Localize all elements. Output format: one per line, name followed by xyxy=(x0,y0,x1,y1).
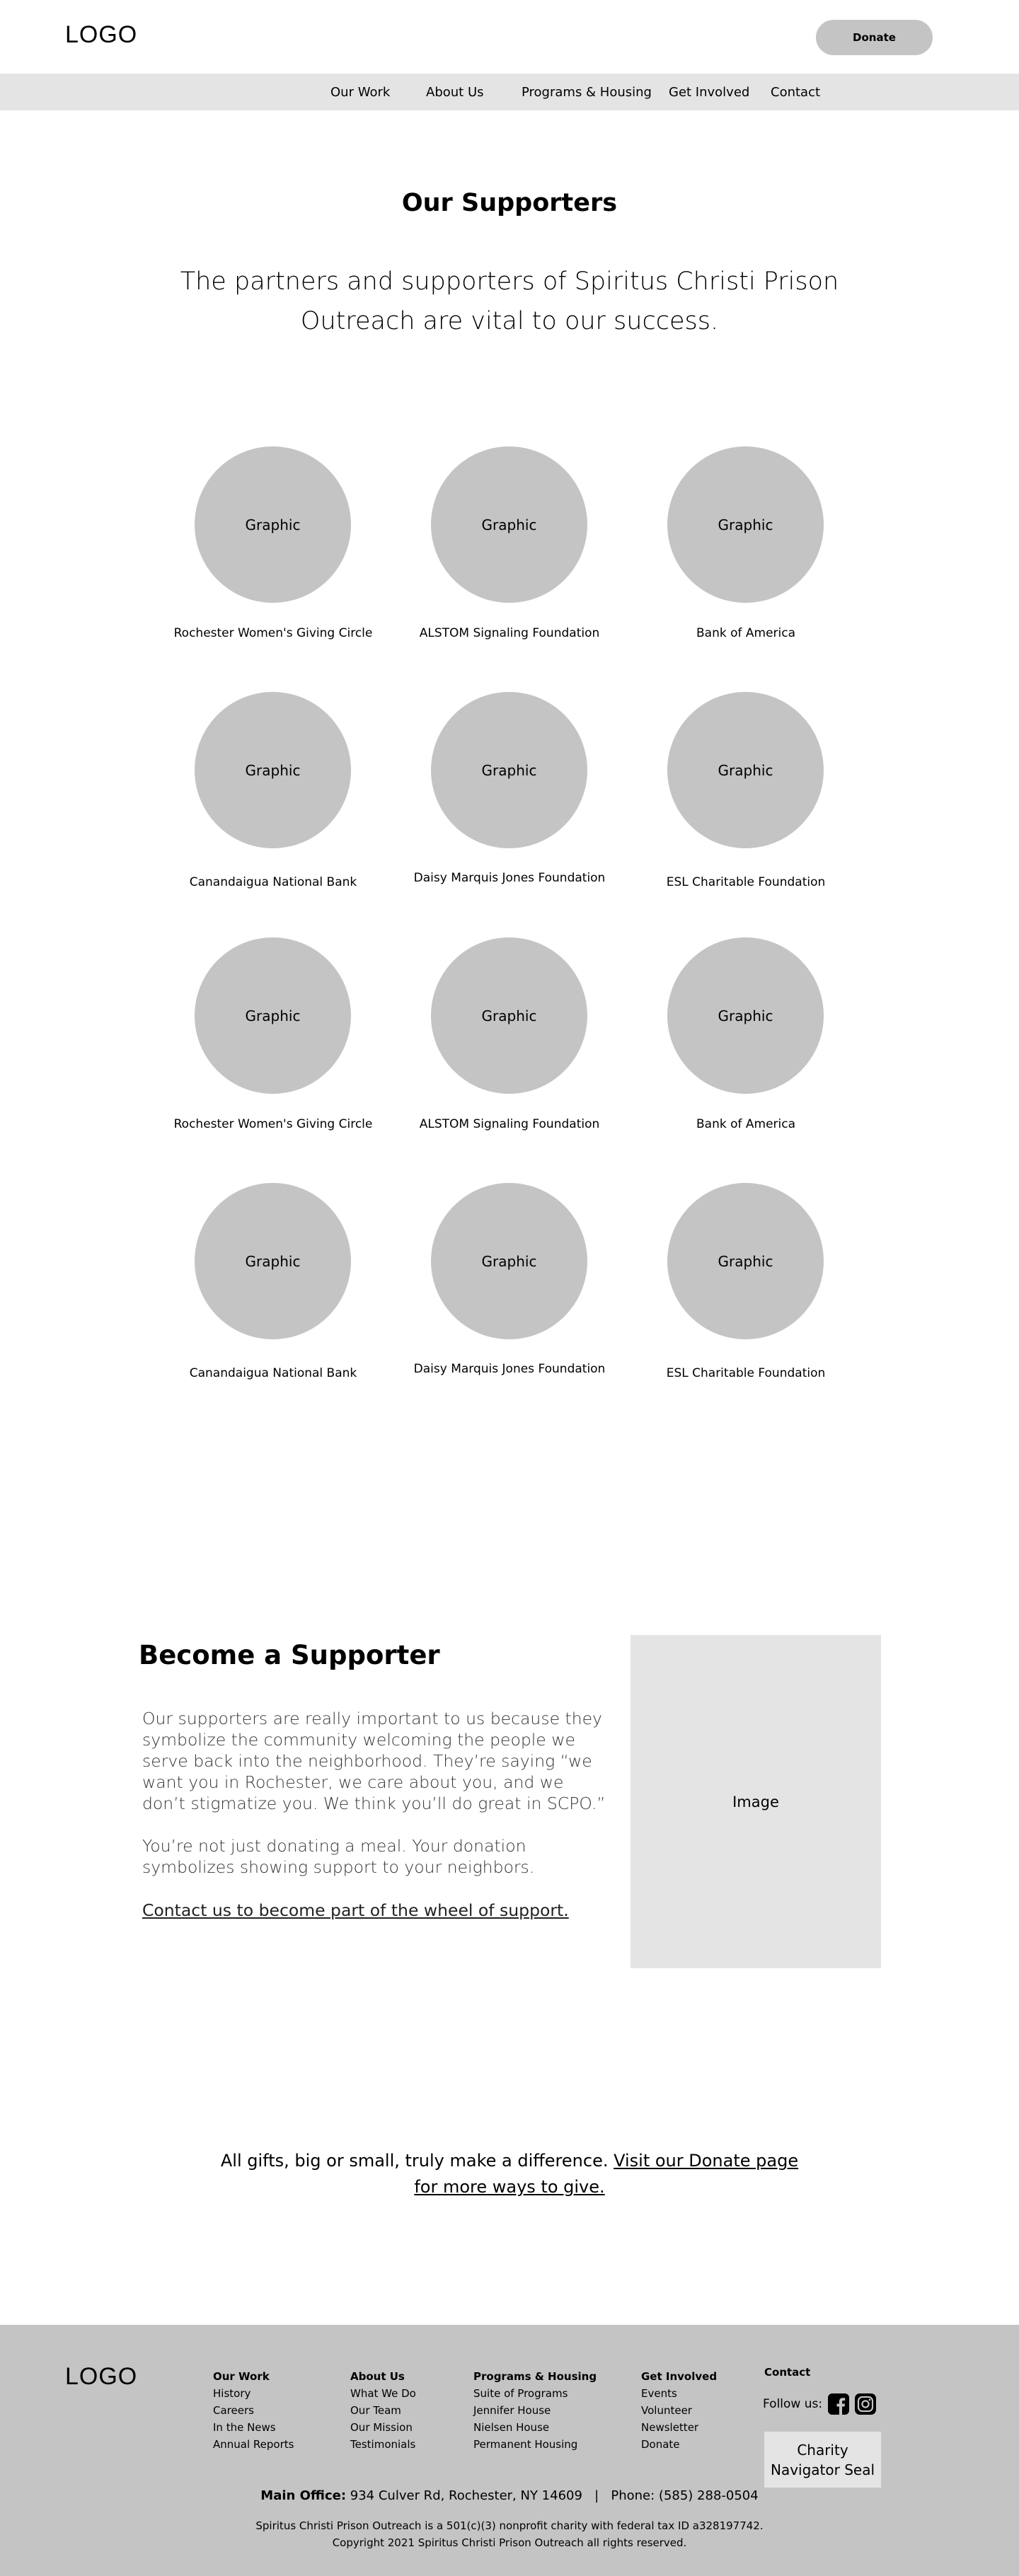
site-footer xyxy=(0,2325,1019,2576)
footer-heading-get-involved[interactable]: Get Involved xyxy=(641,2370,718,2383)
footer-link[interactable]: Our Team xyxy=(350,2404,401,2417)
main-nav xyxy=(0,74,1019,110)
footer-link[interactable]: Testimonials xyxy=(350,2438,416,2451)
supporter-graphic: Graphic xyxy=(431,446,587,603)
supporter-name: Daisy Marquis Jones Foundation xyxy=(413,871,606,885)
instagram-icon[interactable] xyxy=(855,2393,876,2415)
supporters-title: Our Supporters xyxy=(401,189,618,217)
become-supporter-body xyxy=(142,1708,609,1899)
office-label: Main Office: xyxy=(260,2488,347,2503)
footer-link[interactable]: Events xyxy=(641,2387,677,2400)
donate-page-link[interactable]: Visit our Donate page for more ways to give. xyxy=(414,2151,799,2197)
donate-button[interactable]: Donate xyxy=(816,20,933,55)
supporter-graphic: Graphic xyxy=(667,1183,824,1339)
supporter-image-placeholder: Image xyxy=(631,1635,881,1968)
footer-link[interactable]: Our Mission xyxy=(350,2421,413,2434)
supporter-name: ALSTOM Signaling Foundation xyxy=(419,1117,600,1131)
follow-label: Follow us: xyxy=(763,2397,823,2411)
nav-item-contact[interactable]: Contact xyxy=(771,85,821,100)
footer-link[interactable]: What We Do xyxy=(350,2387,416,2400)
supporter-name: Rochester Women's Giving Circle xyxy=(173,1117,373,1131)
supporter-graphic: Graphic xyxy=(195,1183,351,1339)
footer-heading-contact[interactable]: Contact xyxy=(764,2366,811,2379)
office-phone: Phone: (585) 288-0504 xyxy=(611,2488,759,2503)
become-paragraph: You’re not just donating a meal. Your donation symbolizes showing support to your neighbors. xyxy=(142,1836,535,1877)
footer-office-info xyxy=(0,2488,1019,2503)
footer-heading-about-us[interactable]: About Us xyxy=(350,2370,405,2383)
supporter-name: Bank of America xyxy=(696,1117,796,1131)
become-paragraph: Our supporters are really important to us because they symbolize the community welcoming the people we serve back into the neighborhood. They’re saying “we want you in Rochester, we care about you, and we don’t stigmatize you. We think you’ll do great in SCPO.” xyxy=(142,1709,606,1813)
footer-link[interactable]: In the News xyxy=(213,2421,276,2434)
supporter-name: ESL Charitable Foundation xyxy=(666,875,826,889)
supporter-graphic: Graphic xyxy=(667,446,824,603)
supporters-intro: The partners and supporters of Spiritus Christi Prison Outreach are vital to our success. xyxy=(180,267,839,335)
supporter-name: ALSTOM Signaling Foundation xyxy=(419,626,600,640)
footer-link[interactable]: Suite of Programs xyxy=(473,2387,568,2400)
supporter-name: Daisy Marquis Jones Foundation xyxy=(413,1362,606,1376)
office-separator: | xyxy=(594,2488,599,2503)
become-supporter-title: Become a Supporter xyxy=(139,1640,440,1670)
footer-link[interactable]: Nielsen House xyxy=(473,2421,550,2434)
footer-col-about-us xyxy=(350,2368,416,2453)
footer-col-programs xyxy=(473,2368,597,2453)
footer-logo[interactable]: LOGO xyxy=(65,2363,138,2390)
footer-follow xyxy=(763,2393,876,2415)
site-header xyxy=(0,0,1019,74)
supporter-name: Rochester Women's Giving Circle xyxy=(173,626,373,640)
supporter-graphic: Graphic xyxy=(431,937,587,1094)
gifts-text: All gifts, big or small, truly make a difference. xyxy=(220,2151,614,2171)
supporter-name: Canandaigua National Bank xyxy=(189,875,357,889)
footer-heading-our-work[interactable]: Our Work xyxy=(213,2370,270,2383)
supporter-graphic: Graphic xyxy=(195,692,351,848)
nav-item-programs-housing[interactable]: Programs & Housing xyxy=(522,85,652,100)
footer-link[interactable]: Jennifer House xyxy=(473,2404,551,2417)
office-address: 934 Culver Rd, Rochester, NY 14609 xyxy=(350,2488,582,2503)
header-logo[interactable]: LOGO xyxy=(65,21,138,48)
supporter-graphic: Graphic xyxy=(667,937,824,1094)
supporter-graphic: Graphic xyxy=(431,1183,587,1339)
footer-col-our-work xyxy=(213,2368,294,2453)
supporter-graphic: Graphic xyxy=(195,446,351,603)
footer-link[interactable]: History xyxy=(213,2387,251,2400)
supporter-name: ESL Charitable Foundation xyxy=(666,1366,826,1380)
supporter-name: Bank of America xyxy=(696,626,796,640)
nav-item-get-involved[interactable]: Get Involved xyxy=(669,85,750,100)
charity-statement: Spiritus Christi Prison Outreach is a 501(c)(3) nonprofit charity with federal tax ID a328197742. xyxy=(255,2519,764,2532)
footer-link[interactable]: Volunteer xyxy=(641,2404,692,2417)
footer-link[interactable]: Permanent Housing xyxy=(473,2438,578,2451)
supporter-graphic: Graphic xyxy=(667,692,824,848)
nav-item-about-us[interactable]: About Us xyxy=(426,85,484,100)
facebook-icon[interactable] xyxy=(828,2393,849,2415)
contact-support-link[interactable]: Contact us to become part of the wheel of support. xyxy=(142,1900,569,1920)
supporter-name: Canandaigua National Bank xyxy=(189,1366,357,1380)
footer-link[interactable]: Newsletter xyxy=(641,2421,699,2434)
footer-legal xyxy=(0,2517,1019,2551)
supporter-graphic: Graphic xyxy=(431,692,587,848)
gifts-callout xyxy=(212,2148,807,2200)
footer-heading-programs[interactable]: Programs & Housing xyxy=(473,2370,597,2383)
nav-item-our-work[interactable]: Our Work xyxy=(330,85,391,100)
supporter-graphic: Graphic xyxy=(195,937,351,1094)
footer-link[interactable]: Annual Reports xyxy=(213,2438,294,2451)
footer-link[interactable]: Careers xyxy=(213,2404,254,2417)
footer-col-get-involved xyxy=(641,2368,717,2453)
footer-link[interactable]: Donate xyxy=(641,2438,680,2451)
charity-navigator-seal[interactable]: Charity Navigator Seal xyxy=(764,2432,881,2488)
copyright: Copyright 2021 Spiritus Christi Prison Outreach all rights reserved. xyxy=(332,2536,687,2549)
